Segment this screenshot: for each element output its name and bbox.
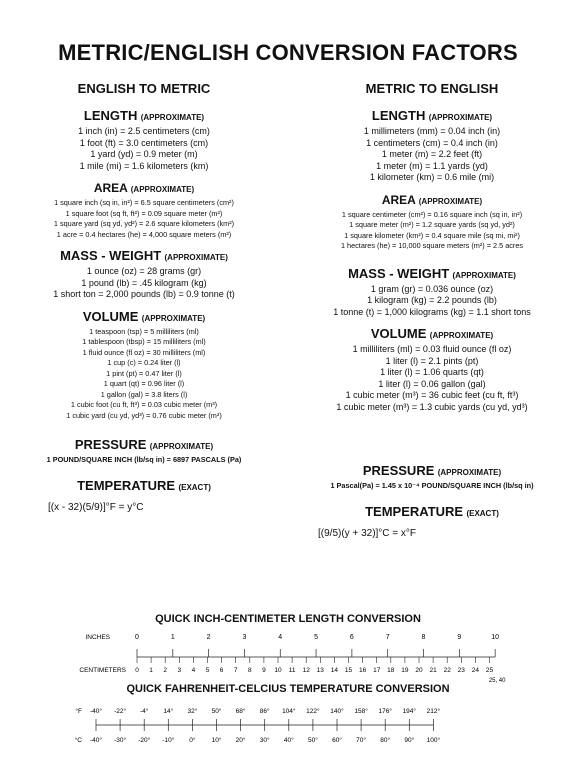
section-title: MASS - WEIGHT <box>348 265 450 281</box>
conversion-row: 1 meter (m) = 1.1 yards (yd) <box>376 160 488 171</box>
conversion-row: 1 gallon (gal) = 3.8 liters (l) <box>100 389 188 399</box>
inch-label: 7 <box>385 634 390 641</box>
celsius-label: -30° <box>114 737 127 744</box>
conversion-row: 1 inch (in) = 2.5 centimeters (cm) <box>78 126 210 136</box>
conversion-row: 1 liter (l) = 0.06 gallon (gal) <box>378 378 486 389</box>
conversion-row: 1 ounce (oz) = 28 grams (gr) <box>86 266 202 276</box>
fahrenheit-label: -4° <box>140 708 149 715</box>
inch-label: 4 <box>278 634 283 641</box>
celsius-label: -10° <box>162 737 175 744</box>
conversion-row: 1 square meter (m²) = 1.2 square yards (sq yd, yd²) <box>349 220 515 229</box>
conversion-rows <box>292 284 572 319</box>
fahrenheit-label: 212° <box>426 708 441 715</box>
cm-label: 24 <box>471 667 480 674</box>
section-qualifier: (APPROXIMATE) <box>428 113 493 122</box>
fahrenheit-label: 86° <box>259 708 270 715</box>
conversion-row: 1 square kilometer (km²) = 0.4 square mile (sq mi, mi²) <box>344 230 520 240</box>
conversion-row: 1 liter (l) = 2.1 pints (pt) <box>385 355 479 366</box>
cm-label: 6 <box>219 667 224 674</box>
section-qualifier: (APPROXIMATE) <box>141 313 206 323</box>
conversion-row: 1 quart (qt) = 0.96 liter (l) <box>103 379 185 388</box>
section-qualifier: (APPROXIMATE) <box>437 468 502 477</box>
section-qualifier: (APPROXIMATE) <box>130 185 195 194</box>
pressure-section <box>4 437 284 466</box>
end-note: 25, 40 <box>488 678 506 684</box>
inch-label: 1 <box>170 634 175 641</box>
cm-label: 12 <box>302 667 310 674</box>
fahrenheit-label: 104° <box>282 708 296 715</box>
section-title: LENGTH <box>83 108 138 123</box>
fahrenheit-label: 50° <box>211 708 222 715</box>
cm-label: 21 <box>429 667 437 674</box>
cm-label: 8 <box>247 667 252 674</box>
inch-label: 10 <box>491 634 500 641</box>
conversion-row: 1 pint (pt) = 0.47 liter (l) <box>106 368 182 378</box>
conversion-row: 1 teaspoon (tsp) = 5 milliliters (ml) <box>89 326 199 336</box>
cm-label: 17 <box>373 667 381 674</box>
inch-cm-scale <box>0 613 576 690</box>
fahrenheit-label: -22° <box>114 708 127 715</box>
inch-cm-ruler <box>0 625 576 685</box>
fahrenheit-label: 176° <box>378 708 392 715</box>
row-label: °C <box>74 737 82 744</box>
scale-heading: QUICK FAHRENHEIT-CELCIUS TEMPERATURE CONVERSION <box>126 683 450 695</box>
cm-label: 14 <box>330 667 339 674</box>
conversion-row: 1 yard (yd) = 0.9 meter (m) <box>90 149 198 159</box>
fahrenheit-label: 194° <box>402 708 417 715</box>
cm-label: 4 <box>191 667 196 674</box>
inch-label: 9 <box>457 634 462 641</box>
conversion-row: 1 centimeters (cm) = 0.4 inch (in) <box>366 137 498 148</box>
pressure-section <box>292 463 572 492</box>
conversion-row: 1 cubic yard (cu yd, yd³) = 0.76 cubic meter (m³) <box>66 410 222 420</box>
conversion-rows <box>4 455 284 466</box>
conversion-row: 1 pound (lb) = .45 kilogram (kg) <box>81 277 207 288</box>
row-label: INCHES <box>85 634 110 641</box>
conversion-row: 1 tonne (t) = 1,000 kilograms (kg) = 1.1 short tons <box>333 306 531 317</box>
section-qualifier: (EXACT) <box>466 508 499 518</box>
inch-label: 3 <box>242 634 247 641</box>
celsius-label: 80° <box>380 737 391 744</box>
celsius-label: 40° <box>283 737 294 744</box>
mass-section <box>292 266 572 319</box>
celsius-label: -20° <box>138 737 151 744</box>
section-title: PRESSURE <box>362 463 435 478</box>
cm-label: 13 <box>316 667 324 674</box>
celsius-label: 100° <box>426 737 441 744</box>
cm-label: 10 <box>274 667 282 674</box>
cm-label: 9 <box>262 667 266 674</box>
conversion-row: 1 acre = 0.4 hectares (he) = 4,000 square meters (m²) <box>56 229 232 239</box>
celsius-label: 0° <box>189 737 196 744</box>
celsius-label: 60° <box>332 737 342 744</box>
english-to-metric-column <box>4 78 284 513</box>
section-title: PRESSURE <box>74 437 147 452</box>
conversion-row: 1 square centimeter (cm²) = 0.16 square inch (sq in, in²) <box>341 209 523 219</box>
fahrenheit-label: 32° <box>187 708 198 715</box>
section-qualifier: (APPROXIMATE) <box>164 253 228 262</box>
cm-label: 22 <box>443 667 451 674</box>
cm-label: 5 <box>205 667 210 674</box>
conversion-row: 1 kilometer (km) = 0.6 mile (mi) <box>369 172 495 182</box>
conversion-row: 1 liter (l) = 1.06 quarts (qt) <box>380 367 484 377</box>
conversion-row: 1 milliliters (ml) = 0.03 fluid ounce (fl oz) <box>352 344 512 354</box>
conversion-row: 1 square inch (sq in, in²) = 6.5 square centimeters (cm²) <box>54 198 234 207</box>
section-title: VOLUME <box>370 326 427 341</box>
conversion-row: 1 millimeters (mm) = 0.04 inch (in) <box>363 126 501 136</box>
inch-label: 0 <box>135 634 139 641</box>
conversion-row: 1 foot (ft) = 3.0 centimeters (cm) <box>79 137 209 148</box>
section-title: TEMPERATURE <box>365 503 464 519</box>
temperature-section <box>4 478 284 513</box>
section-qualifier: (APPROXIMATE) <box>140 113 205 122</box>
celsius-label: -40° <box>90 737 102 744</box>
section-title: AREA <box>381 192 416 207</box>
section-qualifier: (APPROXIMATE) <box>429 331 494 340</box>
section-qualifier: (APPROXIMATE) <box>452 270 516 280</box>
fahrenheit-label: 158° <box>354 708 368 715</box>
fahrenheit-label: 140° <box>330 708 344 715</box>
cm-label: 15 <box>344 667 353 674</box>
mass-section <box>4 248 284 301</box>
conversion-rows <box>4 126 284 172</box>
area-section <box>4 180 284 240</box>
section-title: MASS - WEIGHT <box>60 248 162 263</box>
temperature-ruler <box>0 695 576 753</box>
inch-label: 2 <box>206 634 211 641</box>
section-qualifier: (APPROXIMATE) <box>418 196 483 206</box>
conversion-row: 1 cup (c) = 0.24 liter (l) <box>107 358 181 367</box>
length-section <box>292 108 572 184</box>
conversion-row: 1 cubic meter (m³) = 36 cubic feet (cu ft, ft³) <box>345 390 519 400</box>
cm-label: 25 <box>485 667 494 674</box>
conversion-row: 1 mile (mi) = 1.6 kilometers (km) <box>79 160 209 171</box>
inch-label: 6 <box>349 634 354 641</box>
cm-label: 0 <box>135 667 139 674</box>
conversion-rows <box>292 210 572 252</box>
cm-label: 2 <box>163 667 168 674</box>
conversion-rows <box>292 344 572 413</box>
conversion-row: 1 square foot (sq ft, ft²) = 0.09 square meter (m²) <box>65 208 223 218</box>
temperature-formula: [(9/5)(y + 32)]°C = x°F <box>318 527 417 539</box>
conversion-row: 1 Pascal(Pa) = 1.45 x 10⁻⁴ POUND/SQUARE INCH (lb/sq in) <box>330 481 534 490</box>
inch-label: 5 <box>314 634 319 641</box>
scale-heading: QUICK INCH-CENTIMETER LENGTH CONVERSION <box>155 613 421 625</box>
celsius-label: 90° <box>404 737 415 744</box>
conversion-row: 1 short ton = 2,000 pounds (lb) = 0.9 tonne (t) <box>53 289 235 299</box>
conversion-row: 1 cubic foot (cu ft, ft³) = 0.03 cubic meter (m³) <box>70 400 218 409</box>
celsius-label: 50° <box>307 737 318 744</box>
cm-label: 16 <box>358 667 367 674</box>
cm-label: 18 <box>387 667 395 674</box>
column-heading: ENGLISH TO METRIC <box>77 81 211 96</box>
section-title: AREA <box>93 181 128 195</box>
conversion-row: 1 meter (m) = 2.2 feet (ft) <box>381 149 483 159</box>
section-qualifier: (EXACT) <box>178 482 211 492</box>
conversion-row: 1 hectares (he) = 10,000 square meters (m²) = 2.5 acres <box>340 241 524 250</box>
cm-label: 3 <box>177 667 182 674</box>
cm-label: 19 <box>401 667 409 674</box>
conversion-rows <box>292 126 572 184</box>
conversion-row: 1 fluid ounce (fl oz) = 30 milliliters (ml) <box>82 347 206 357</box>
cm-label: 1 <box>149 667 153 674</box>
cm-label: 11 <box>288 667 296 674</box>
conversion-row: 1 POUND/SQUARE INCH (lb/sq in) = 6897 PASCALS (Pa) <box>46 455 242 464</box>
metric-to-english-column <box>292 78 572 539</box>
length-section <box>4 108 284 172</box>
temperature-formula: [(x - 32)(5/9)]°F = y°C <box>48 501 144 513</box>
conversion-row: 1 tablespoon (tbsp) = 15 milliliters (ml) <box>82 337 206 346</box>
inch-label: 8 <box>421 634 426 641</box>
cm-label: 23 <box>457 667 465 674</box>
cm-label: 20 <box>415 667 423 674</box>
row-label: °F <box>75 708 82 715</box>
volume-section <box>4 309 284 422</box>
conversion-row: 1 kilogram (kg) = 2.2 pounds (lb) <box>367 295 497 305</box>
conversion-row: 1 gram (gr) = 0.036 ounce (oz) <box>370 283 494 294</box>
section-title: LENGTH <box>371 108 426 123</box>
temperature-section <box>292 504 572 539</box>
fahrenheit-label: 68° <box>235 708 246 715</box>
conversion-row: 1 cubic meter (m³) = 1.3 cubic yards (cu yd, yd³) <box>336 401 528 412</box>
area-section <box>292 192 572 252</box>
celsius-label: 30° <box>259 737 270 744</box>
celsius-label: 20° <box>235 737 246 744</box>
celsius-label: 10° <box>211 737 222 744</box>
conversion-rows <box>4 198 284 240</box>
volume-section <box>292 326 572 413</box>
conversion-row: 1 square yard (sq yd, yd²) = 2.6 square kilometers (km²) <box>53 219 235 228</box>
conversion-rows <box>4 266 284 301</box>
cm-label: 7 <box>233 667 238 674</box>
conversion-rows <box>4 327 284 422</box>
fahrenheit-label: 122° <box>306 708 320 715</box>
section-title: TEMPERATURE <box>77 477 176 493</box>
fahrenheit-label: 14° <box>163 708 174 715</box>
celsius-label: 70° <box>356 737 367 744</box>
section-title: VOLUME <box>82 308 139 324</box>
temperature-scale <box>0 683 576 758</box>
page-title: METRIC/ENGLISH CONVERSION FACTORS <box>58 40 518 65</box>
row-label: CENTIMETERS <box>79 667 126 674</box>
fahrenheit-label: -40° <box>90 708 102 715</box>
section-qualifier: (APPROXIMATE) <box>149 442 214 451</box>
conversion-rows <box>292 481 572 492</box>
column-heading: METRIC TO ENGLISH <box>365 81 499 96</box>
